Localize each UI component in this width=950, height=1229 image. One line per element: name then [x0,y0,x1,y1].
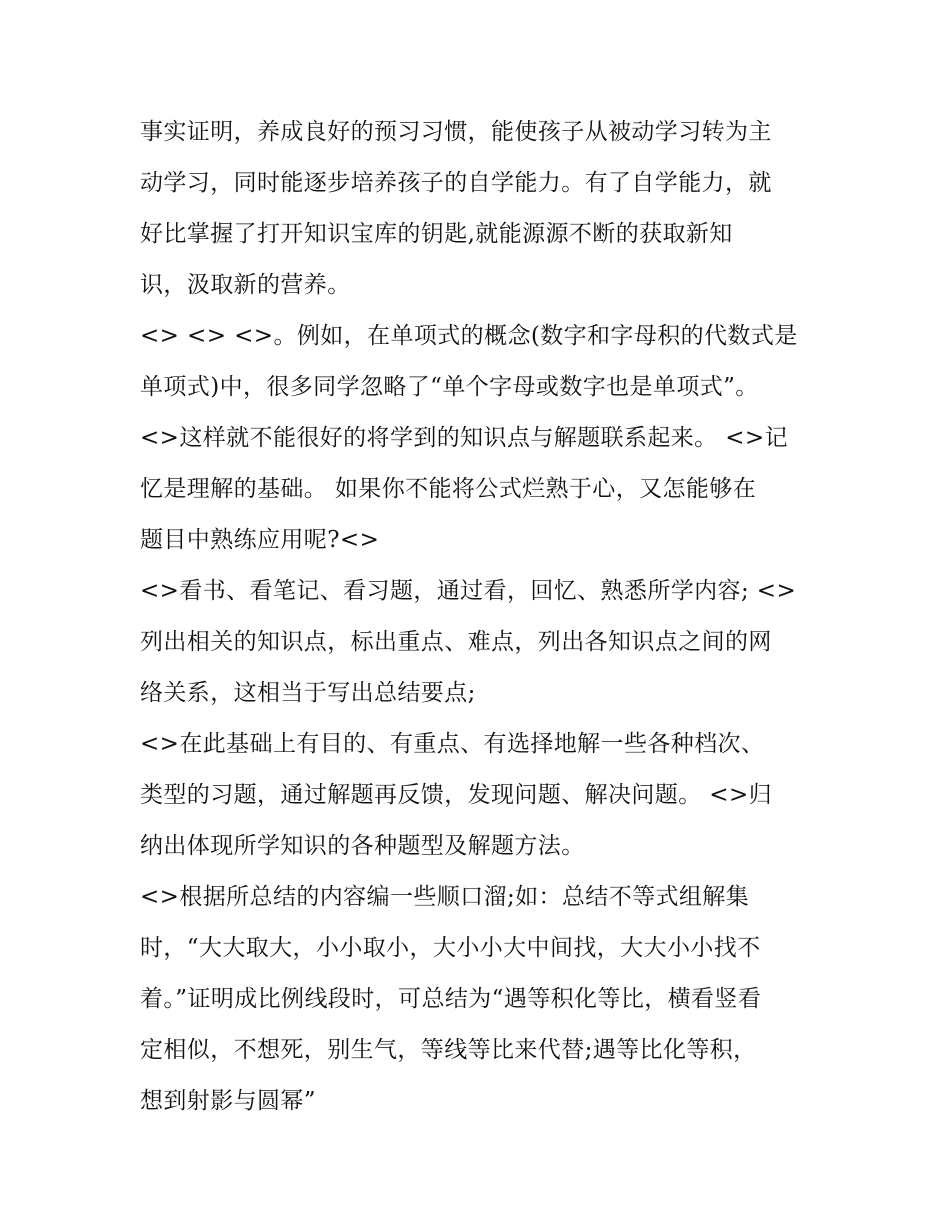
text-line: <>看书、看笔记、看习题，通过看，回忆、熟悉所学内容; <> [140,578,797,604]
text-line: <>这样就不能很好的将学到的知识点与解题联系起来。 <>记 [140,425,788,451]
body-text [140,110,820,1130]
text-line: 列出相关的知识点，标出重点、难点，列出各知识点之间的网 [140,629,772,655]
text-line: 事实证明，养成良好的预习习惯，能使孩子从被动学习转为主 [140,119,772,145]
text-line: 单项式)中，很多同学忽略了“单个字母或数字也是单项式”。 [140,374,759,400]
text-line: <>在此基础上有目的、有重点、有选择地解一些各种档次、 [140,731,765,757]
text-line: 时，“大大取大，小小取小，大小小大中间找，大大小小找不 [140,935,761,961]
text-line: 好比掌握了打开知识宝库的钥匙,就能源源不断的获取新知 [140,221,733,247]
text-line: 定相似，不想死，别生气，等线等比来代替;遇等比化等积， [140,1037,757,1063]
text-line: 题目中熟练应用呢?<> [140,527,380,553]
text-line: 识，汲取新的营养。 [140,272,351,298]
text-line: <> <> <>。例如，在单项式的概念(数字和字母积的代数式是 [140,323,798,349]
text-line: 类型的习题，通过解题再反馈，发现问题、解决问题。 <>归 [140,782,773,808]
text-line: 想到射影与圆幂” [140,1088,316,1114]
text-line: 着。”证明成比例线段时，可总结为“遇等积化等比，横看竖看 [140,986,762,1012]
text-line: 忆是理解的基础。 如果你不能将公式烂熟于心，又怎能够在 [140,476,757,502]
text-line: 络关系，这相当于写出总结要点; [140,680,476,706]
text-line: 动学习，同时能逐步培养孩子的自学能力。有了自学能力，就 [140,170,772,196]
text-line: <>根据所总结的内容编一些顺口溜;如：总结不等式组解集 [140,884,750,910]
text-line: 纳出体现所学知识的各种题型及解题方法。 [140,833,585,859]
